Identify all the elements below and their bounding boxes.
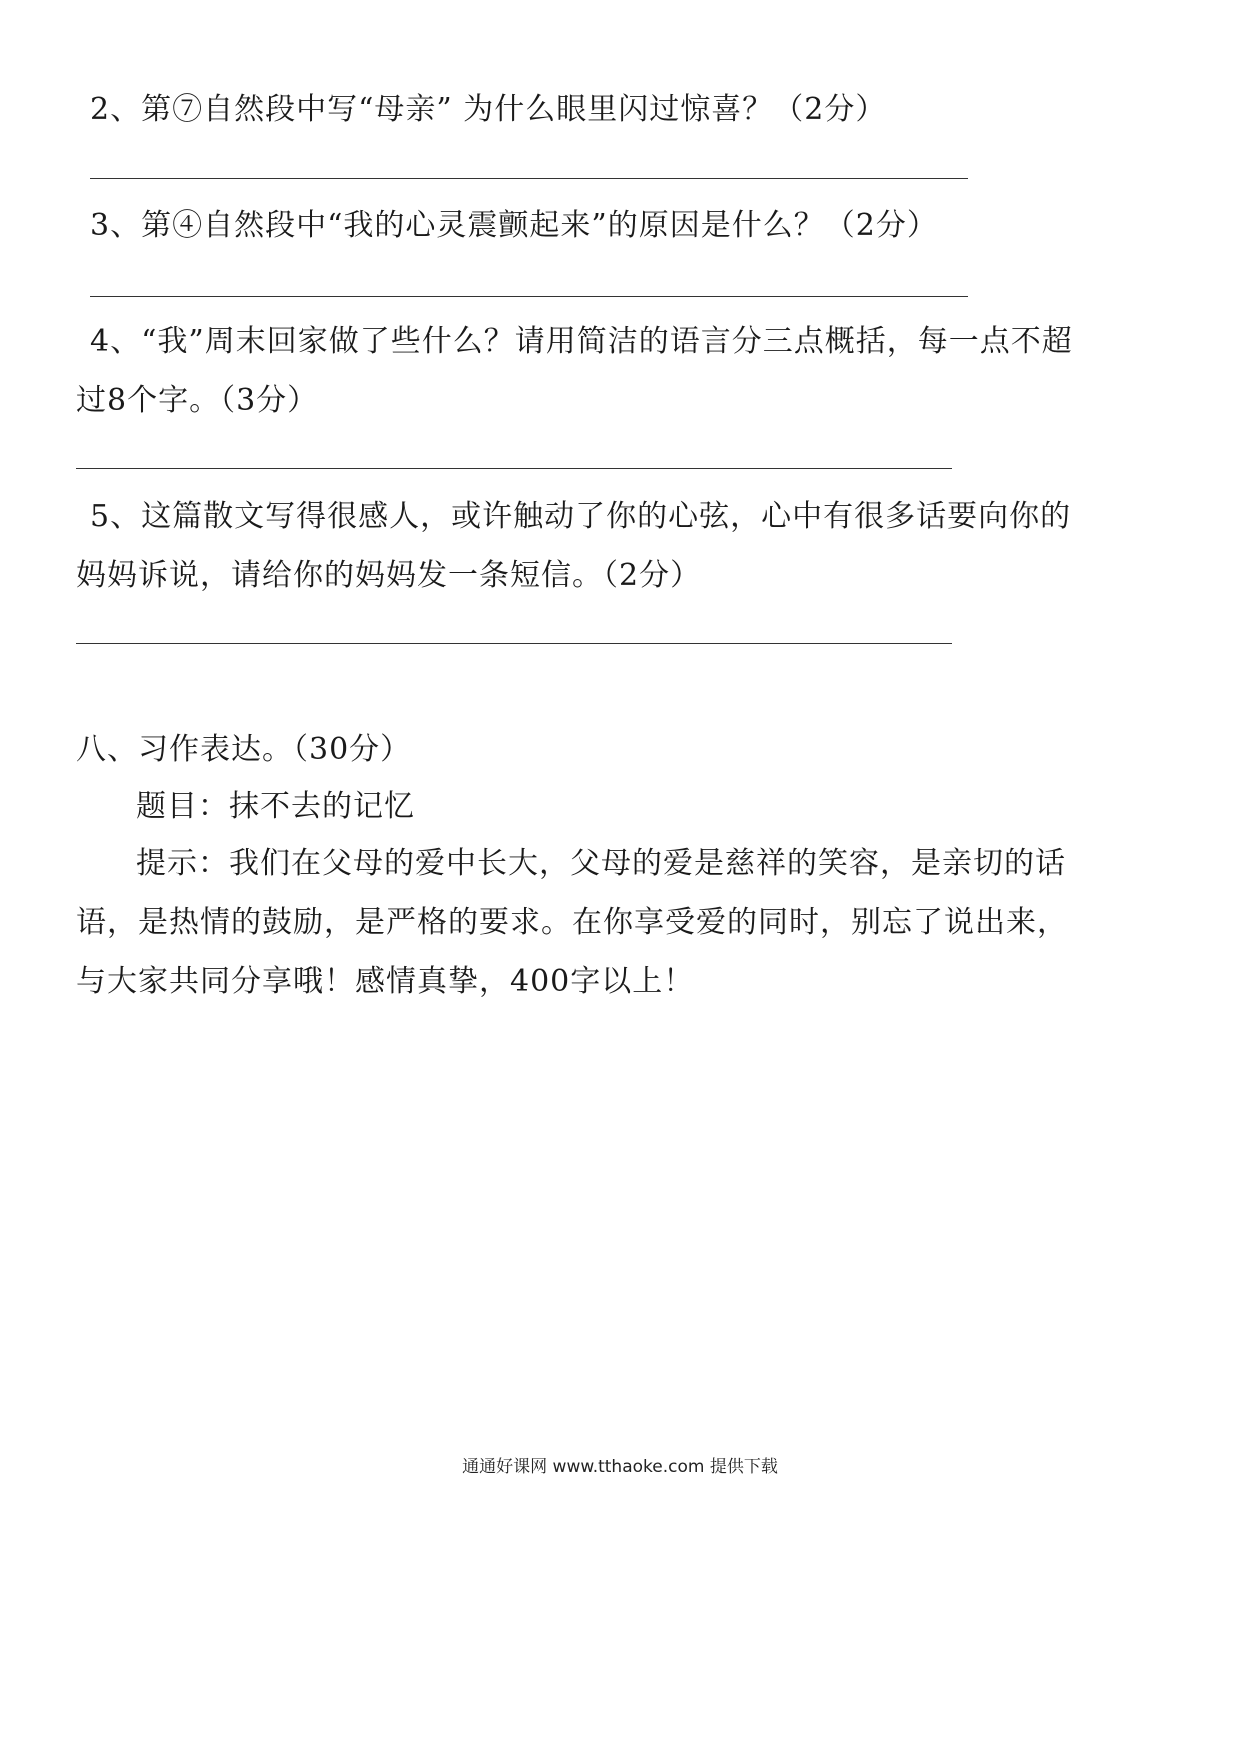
- section-8-hint-line-1: 提示：我们在父母的爱中长大，父母的爱是慈祥的笑容，是亲切的话: [136, 846, 1066, 881]
- question-5-line-1: 5、这篇散文写得很感人，或许触动了你的心弦，心中有很多话要向你的: [90, 499, 1072, 534]
- question-2: 2、第⑦自然段中写“母亲” 为什么眼里闪过惊喜？（2分）: [90, 92, 887, 127]
- section-8-hint-line-3: 与大家共同分享哦！感情真挚，400字以上！: [76, 964, 695, 999]
- section-8-heading: 八、习作表达。（30分）: [76, 732, 412, 767]
- answer-line-3[interactable]: [90, 296, 968, 297]
- question-4-line-1: 4、“我”周末回家做了些什么？请用简洁的语言分三点概括，每一点不超: [90, 324, 1073, 359]
- answer-line-4[interactable]: [76, 468, 952, 469]
- question-4-line-2: 过8个字。（3分）: [76, 383, 319, 418]
- answer-line-5[interactable]: [76, 643, 952, 644]
- question-3: 3、第④自然段中“我的心灵震颤起来”的原因是什么？（2分）: [90, 208, 938, 243]
- question-5-line-2: 妈妈诉说，请给你的妈妈发一条短信。（2分）: [76, 558, 702, 593]
- section-8-hint-line-2: 语，是热情的鼓励，是严格的要求。在你享受爱的同时，别忘了说出来，: [76, 905, 1068, 940]
- section-8-topic: 题目：抹不去的记忆: [136, 789, 415, 824]
- answer-line-2[interactable]: [90, 178, 968, 179]
- page-footer: 通通好课网 www.tthaoke.com 提供下载: [462, 1457, 778, 1477]
